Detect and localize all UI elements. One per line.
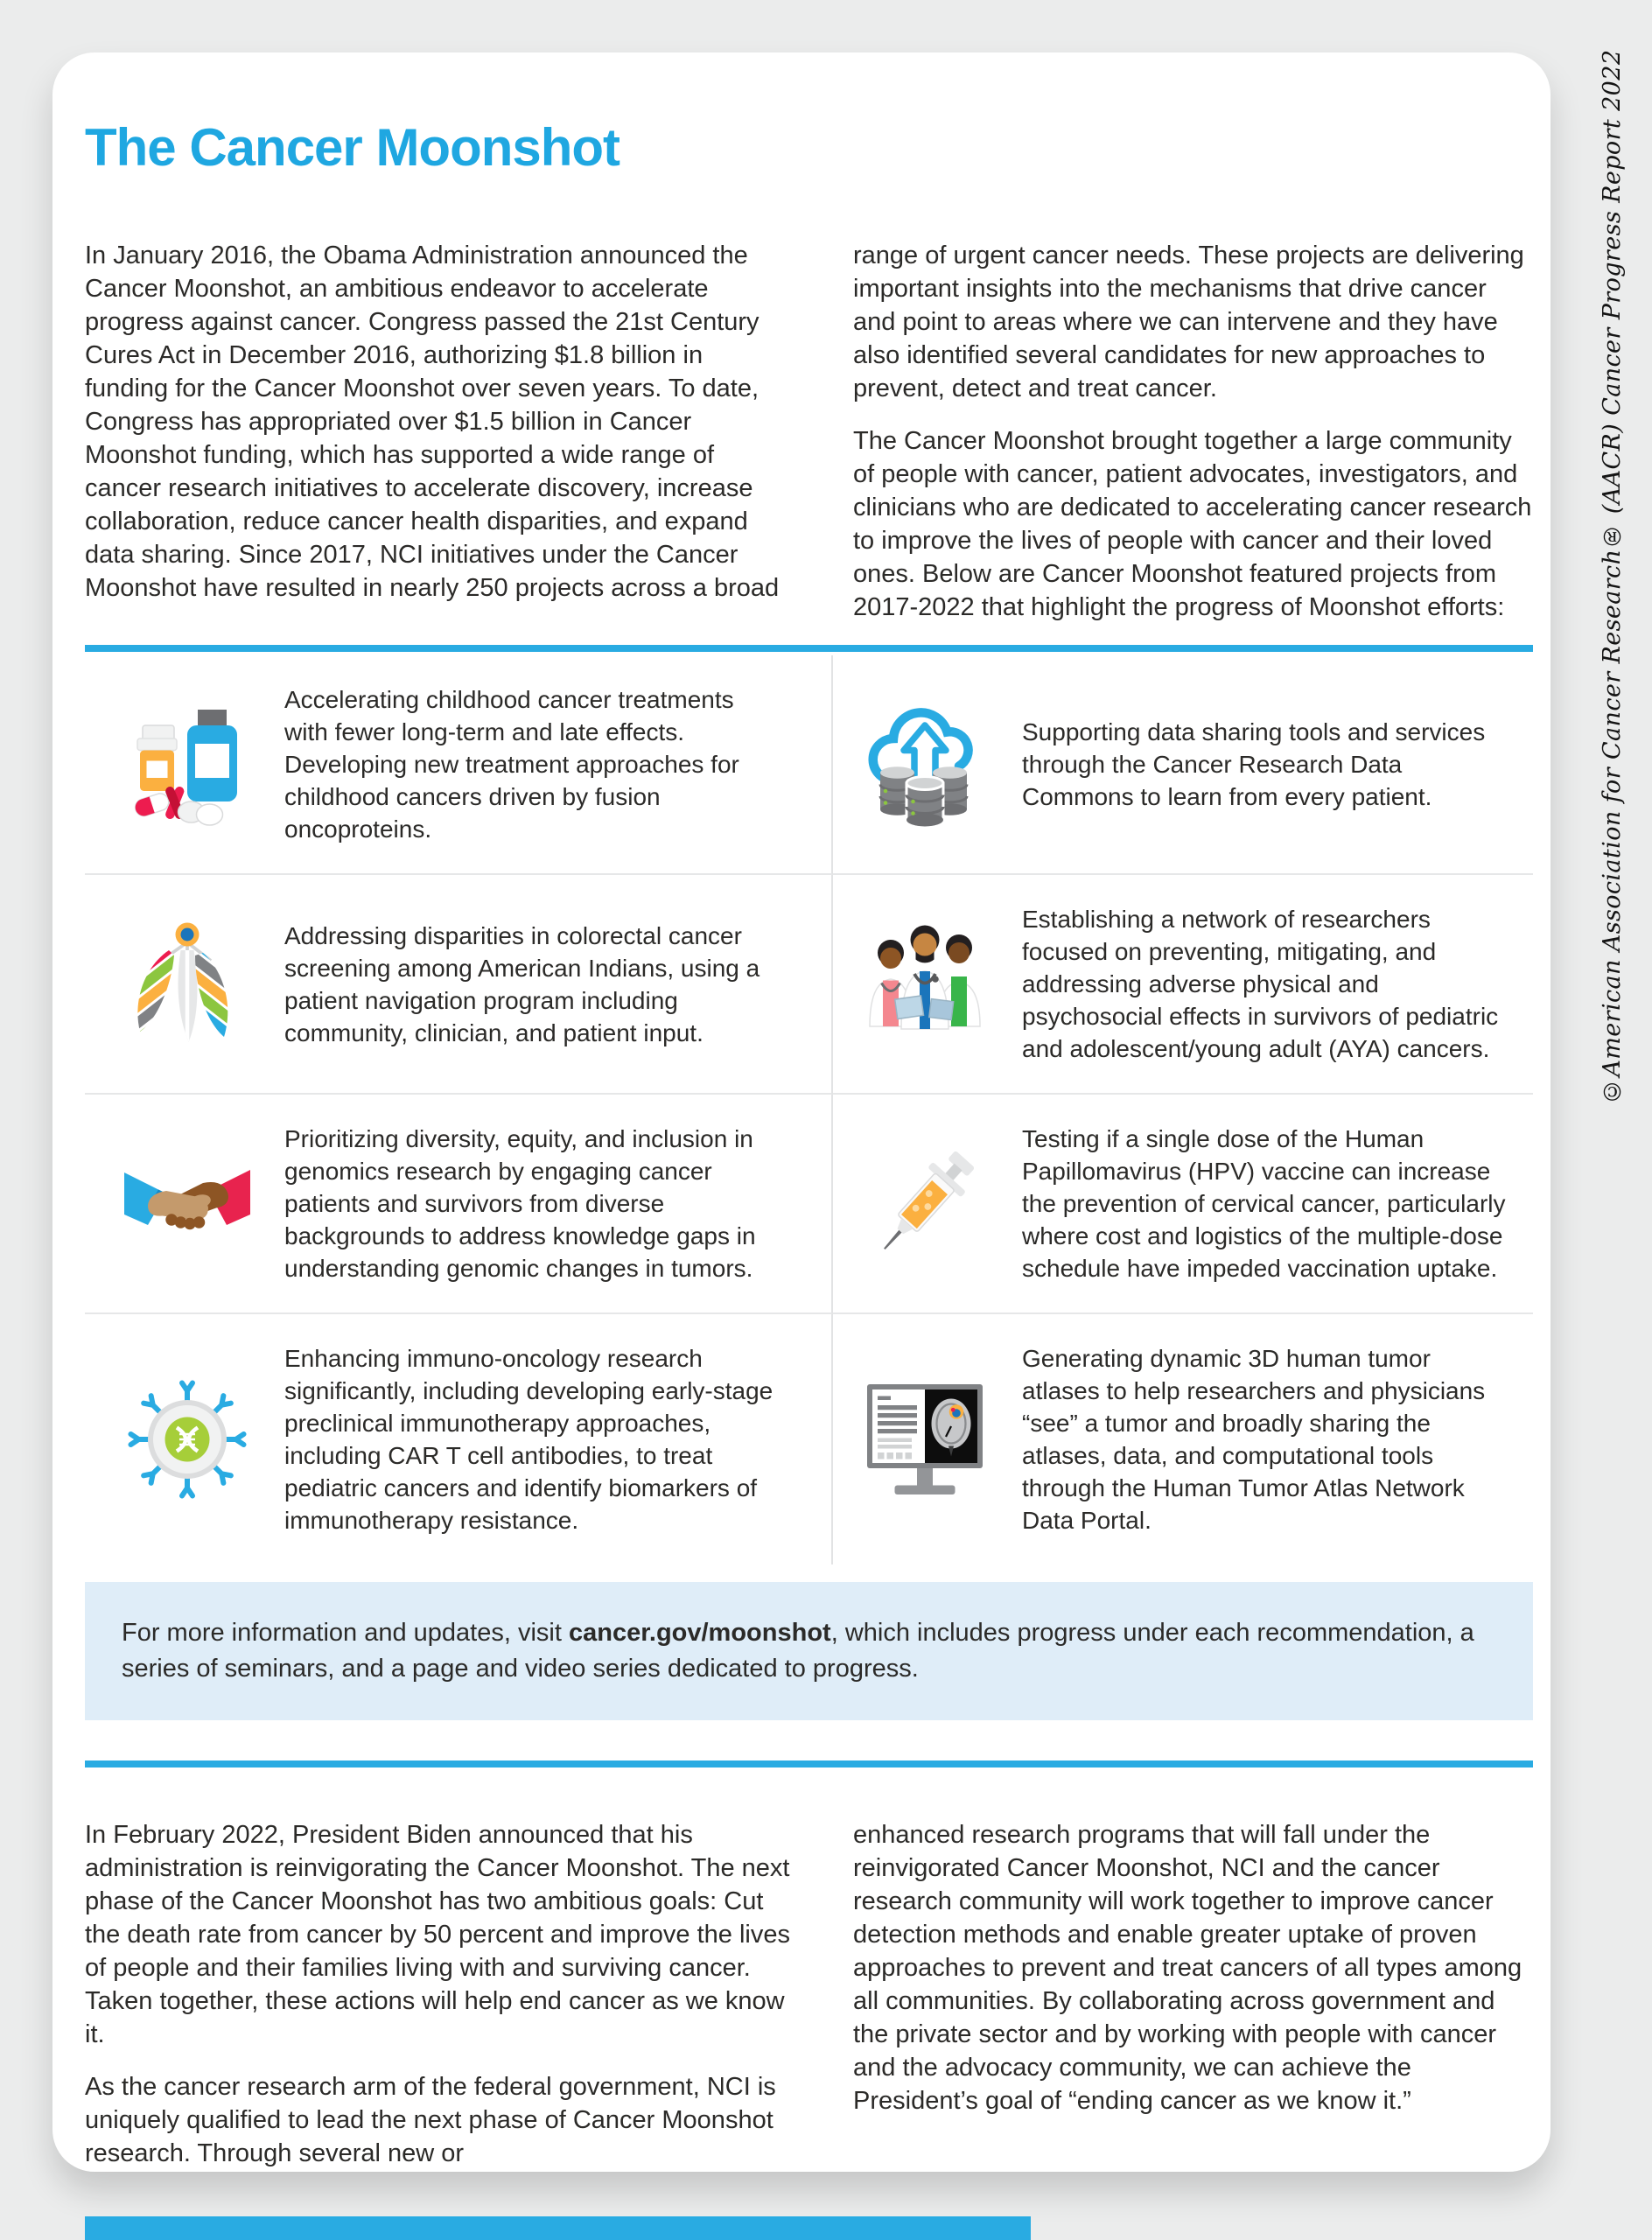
feature-cell — [833, 1095, 1533, 1314]
feature-text: Supporting data sharing tools and services through the Cancer Research Data Commons to learn from every patient. — [1022, 718, 1486, 810]
feathers-icon — [122, 919, 253, 1050]
callout-link[interactable]: cancer.gov/moonshot — [568, 1619, 831, 1647]
intro-column-left — [85, 239, 792, 624]
handshake-icon — [122, 1138, 253, 1270]
monitor-brain-scan-icon — [859, 1374, 990, 1505]
closing-paragraph: As the cancer research arm of the federal government, NCI is uniquely qualified to lead the next phase of Cancer Moonshot research. Through several new or — [85, 2073, 776, 2167]
intro-column-right — [853, 239, 1533, 624]
clinicians-icon — [859, 919, 990, 1050]
feature-text: Prioritizing diversity, equity, and inclusion in genomics research by engaging cancer patients and survivors from diverse backgrounds to address knowledge gaps in understanding genomic changes in tumors. — [284, 1125, 756, 1282]
intro-columns — [85, 239, 1533, 624]
feature-cell — [85, 875, 833, 1095]
feature-cell — [85, 1314, 833, 1564]
feature-text: Testing if a single dose of the Human Papillomavirus (HPV) vaccine can increase the prevention of cervical cancer, particularly where cost and logistics of the multiple-dose schedule have impeded vaccination uptake. — [1022, 1125, 1506, 1282]
feature-grid — [85, 655, 1533, 1564]
feature-cell — [85, 1095, 833, 1314]
syringe-icon — [859, 1138, 990, 1270]
feature-cell — [833, 655, 1533, 875]
cloud-data-upload-icon — [859, 699, 990, 830]
closing-columns — [85, 1818, 1533, 2170]
page-title: The Cancer Moonshot — [85, 118, 620, 177]
section-divider-bottom — [85, 1760, 1533, 1768]
section-divider-top — [85, 645, 1533, 652]
feature-text: Accelerating childhood cancer treatments with fewer long-term and late effects. Developing new treatment approaches for childhood cancers driven by fusion oncoproteins. — [284, 686, 739, 843]
feature-text: Addressing disparities in colorectal cancer screening among American Indians, using a patient navigation program including community, clinician, and patient input. — [284, 921, 760, 1046]
closing-paragraph: enhanced research programs that will fall under the reinvigorated Cancer Moonshot, NCI and the cancer research community will work together to improve cancer detection methods and enable greater uptake of proven approaches to prevent and treat cancers of all types among all communities. By collaborating across government and the private sector and by working with people with cancer and the advocacy community, we can achieve the President’s goal of “ending cancer as we know it.” — [853, 1821, 1522, 2115]
feature-cell — [85, 655, 833, 875]
intro-paragraph: range of urgent cancer needs. These projects are delivering important insights into the mechanisms that drive cancer and point to areas where we can intervene and they have also identified several candidates for new approaches to prevent, detect and treat cancer. — [853, 242, 1524, 402]
medications-icon — [122, 699, 253, 830]
callout-text: For more information and updates, visit — [122, 1619, 569, 1647]
info-callout — [85, 1582, 1533, 1720]
copyright-sidebar: ©American Association for Cancer Research® (AACR) Cancer Progress Report 2022 — [1599, 49, 1626, 1104]
callout-text: , which includes progress under each recommendation, a series of seminars, and a page and video series dedicated to progress. — [122, 1619, 1474, 1683]
next-page-blue-bar — [85, 2216, 1031, 2240]
intro-paragraph: The Cancer Moonshot brought together a large community of people with cancer, patient advocates, investigators, and clinicians who are dedicated to accelerating cancer research to improve the lives of people with cancer and their loved ones. Below are Cancer Moonshot featured projects from 2017-2022 that highlight the progress of Moonshot efforts: — [853, 427, 1532, 621]
closing-column-left — [85, 1818, 792, 2170]
feature-cell — [833, 1314, 1533, 1564]
feature-text: Enhancing immuno-oncology research significantly, including developing early-stage preclinical immunotherapy approaches, including CAR T cell antibodies, to treat pediatric cancers and identify biomarkers of immunotherapy resistance. — [284, 1345, 774, 1534]
intro-paragraph: In January 2016, the Obama Administration announced the Cancer Moonshot, an ambitious endeavor to accelerate progress against cancer. Congress passed the 21st Century Cures Act in December 2016, authorizing $1.8 billion in funding for the Cancer Moonshot over seven years. To date, Congress has appropriated over $1.5 billion in Cancer Moonshot funding, which has supported a wide range of cancer research initiatives to accelerate discovery, increase collaboration, reduce cancer health disparities, and expand data sharing. Since 2017, NCI initiatives under the Cancer Moonshot have resulted in nearly 250 projects across a broad — [85, 242, 780, 602]
closing-paragraph: In February 2022, President Biden announced that his administration is reinvigorating the Cancer Moonshot. The next phase of the Cancer Moonshot has two ambitious goals: Cut the death rate from cancer by 50 percent and improve the lives of people and their families living with and surviving cancer. Taken together, these actions will help end cancer as we know it. — [85, 1821, 790, 2048]
closing-column-right — [853, 1818, 1533, 2170]
cell-antibodies-icon — [122, 1374, 253, 1505]
feature-text: Establishing a network of researchers focused on preventing, mitigating, and addressing adverse physical and psychosocial effects in survivors of pediatric and adolescent/young adult (AYA) cancers. — [1022, 906, 1499, 1062]
page-card — [52, 52, 1550, 2172]
feature-text: Generating dynamic 3D human tumor atlases to help researchers and physicians “see” a tumor and broadly sharing the atlases, data, and computational tools through the Human Tumor Atlas Network Data Portal. — [1022, 1345, 1486, 1534]
feature-cell — [833, 875, 1533, 1095]
